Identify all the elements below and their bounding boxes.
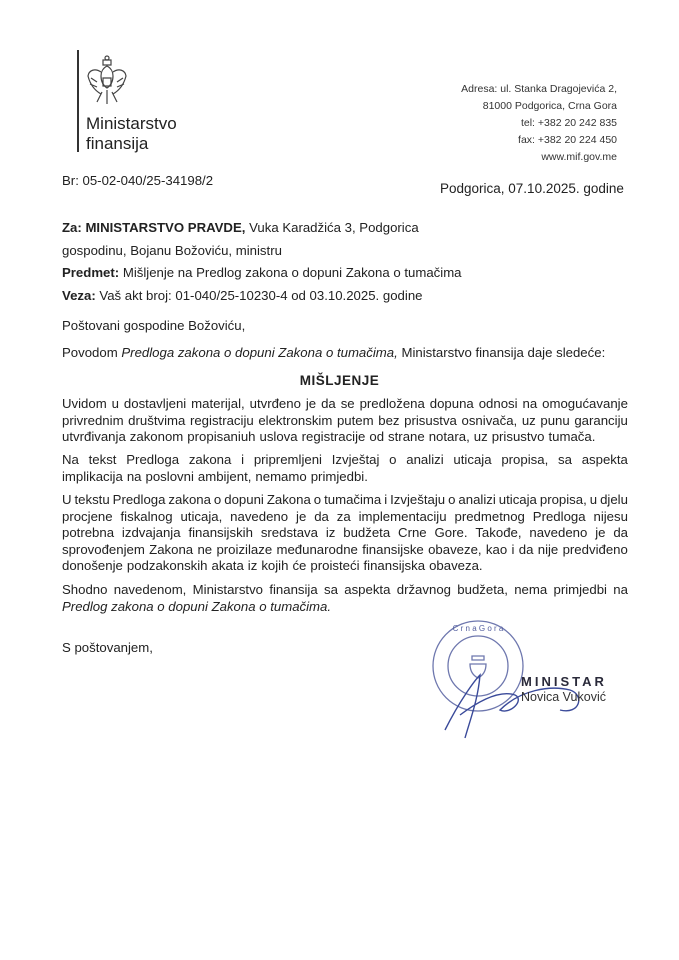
paragraph-line: U tekstu Predloga zakona o dopuni Zakona o tumačima i Izvještaju o analizi uticaja propisa, u djelu bbox=[62, 492, 628, 507]
paragraph-line: potrebna izdvajanja finansijskih sredstava iz budžeta Crne Gore. Takođe, navedeno je da bbox=[62, 525, 628, 541]
link-label: Veza: bbox=[62, 288, 96, 303]
paragraph-line: implikacija na poslovni ambijent, nemamo primjedbi. bbox=[62, 468, 368, 484]
intro-law-title: Predloga zakona o dopuni Zakona o tumačima, bbox=[121, 345, 398, 360]
ministry-name bbox=[86, 114, 177, 154]
paragraph-line: Uvidom u dostavljeni materijal, utvrđeno je da se predložena dopuna odnosi na omogućavanje bbox=[62, 396, 628, 411]
link-text: Vaš akt broj: 01-040/25-10230-4 od 03.10.2025. godine bbox=[95, 288, 423, 303]
letterhead-divider bbox=[77, 50, 79, 152]
salutation: Poštovani gospodine Božoviću, bbox=[62, 318, 246, 333]
address-city: 81000 Podgorica, Crna Gora bbox=[482, 100, 617, 112]
subject-line bbox=[62, 265, 462, 280]
reference-number: Br: 05-02-040/25-34198/2 bbox=[62, 173, 214, 188]
link-line bbox=[62, 288, 423, 303]
closing: S poštovanjem, bbox=[62, 640, 153, 655]
ministry-name-line2: finansija bbox=[86, 134, 149, 153]
opinion-heading: MIŠLJENJE bbox=[299, 373, 380, 388]
signatory-title: MINISTAR bbox=[521, 674, 607, 689]
intro-prefix: Povodom bbox=[62, 345, 118, 360]
paragraph-line: Na tekst Predloga zakona i pripremljeni Izvještaj o analizi uticaja propisa, sa aspekta bbox=[62, 452, 628, 467]
paragraph-line: privrednim društvima registraciju elektronskim putem bez prisustva osnivača, uz punu garanciju bbox=[62, 412, 628, 428]
conclusion-paragraph bbox=[62, 582, 628, 615]
paragraph-2 bbox=[62, 452, 628, 485]
ministry-name-line1: Ministarstvo bbox=[86, 114, 177, 133]
address-fax: fax: +382 20 224 450 bbox=[518, 134, 617, 146]
address-street: Adresa: ul. Stanka Dragojevića 2, bbox=[461, 83, 617, 95]
address-website: www.mif.gov.me bbox=[541, 151, 617, 163]
conclusion-law-title: Predlog zakona o dopuni Zakona o tumačima. bbox=[62, 598, 332, 614]
ministry-address bbox=[461, 81, 617, 166]
recipient-person: gospodinu, Bojanu Božoviću, ministru bbox=[62, 243, 282, 258]
recipient-line bbox=[62, 220, 419, 235]
paragraph-line: Shodno navedenom, Ministarstvo finansija sa aspekta državnog budžeta, nema primjedbi na bbox=[62, 582, 628, 597]
subject-text: Mišljenje na Predlog zakona o dopuni Zakona o tumačima bbox=[119, 265, 462, 280]
coat-of-arms-icon bbox=[86, 54, 128, 112]
paragraph-line: utvrđivanja zakonom propisaniuh uslova registracije od strane notara, uz prisustvo tumača. bbox=[62, 429, 596, 445]
intro-line bbox=[62, 345, 605, 360]
paragraph-line: donošenje podzakonskih akata iz kojih će proisteći finansijska obaveza. bbox=[62, 558, 483, 574]
signatory-name: Novica Vuković bbox=[521, 690, 606, 704]
subject-label: Predmet: bbox=[62, 265, 120, 280]
paragraph-line: procjene fiskalnog uticaja, navedeno je da za implementaciju predmetnog Predloga nijesu bbox=[62, 508, 628, 524]
intro-suffix: Ministarstvo finansija daje sledeće: bbox=[401, 345, 606, 360]
recipient-address: Vuka Karadžića 3, Podgorica bbox=[245, 220, 419, 235]
address-tel: tel: +382 20 242 835 bbox=[520, 117, 617, 129]
place-date: Podgorica, 07.10.2025. godine bbox=[440, 181, 624, 196]
paragraph-3 bbox=[62, 492, 628, 575]
recipient-label: Za: MINISTARSTVO PRAVDE, bbox=[62, 220, 246, 235]
paragraph-line: sprovođenjem Zakona ne proizilaze međunarodne finansijske obaveze, kao i da nije predviđeno bbox=[62, 541, 628, 557]
svg-text:C r n a G o r a: C r n a G o r a bbox=[452, 624, 504, 633]
paragraph-1 bbox=[62, 396, 628, 446]
